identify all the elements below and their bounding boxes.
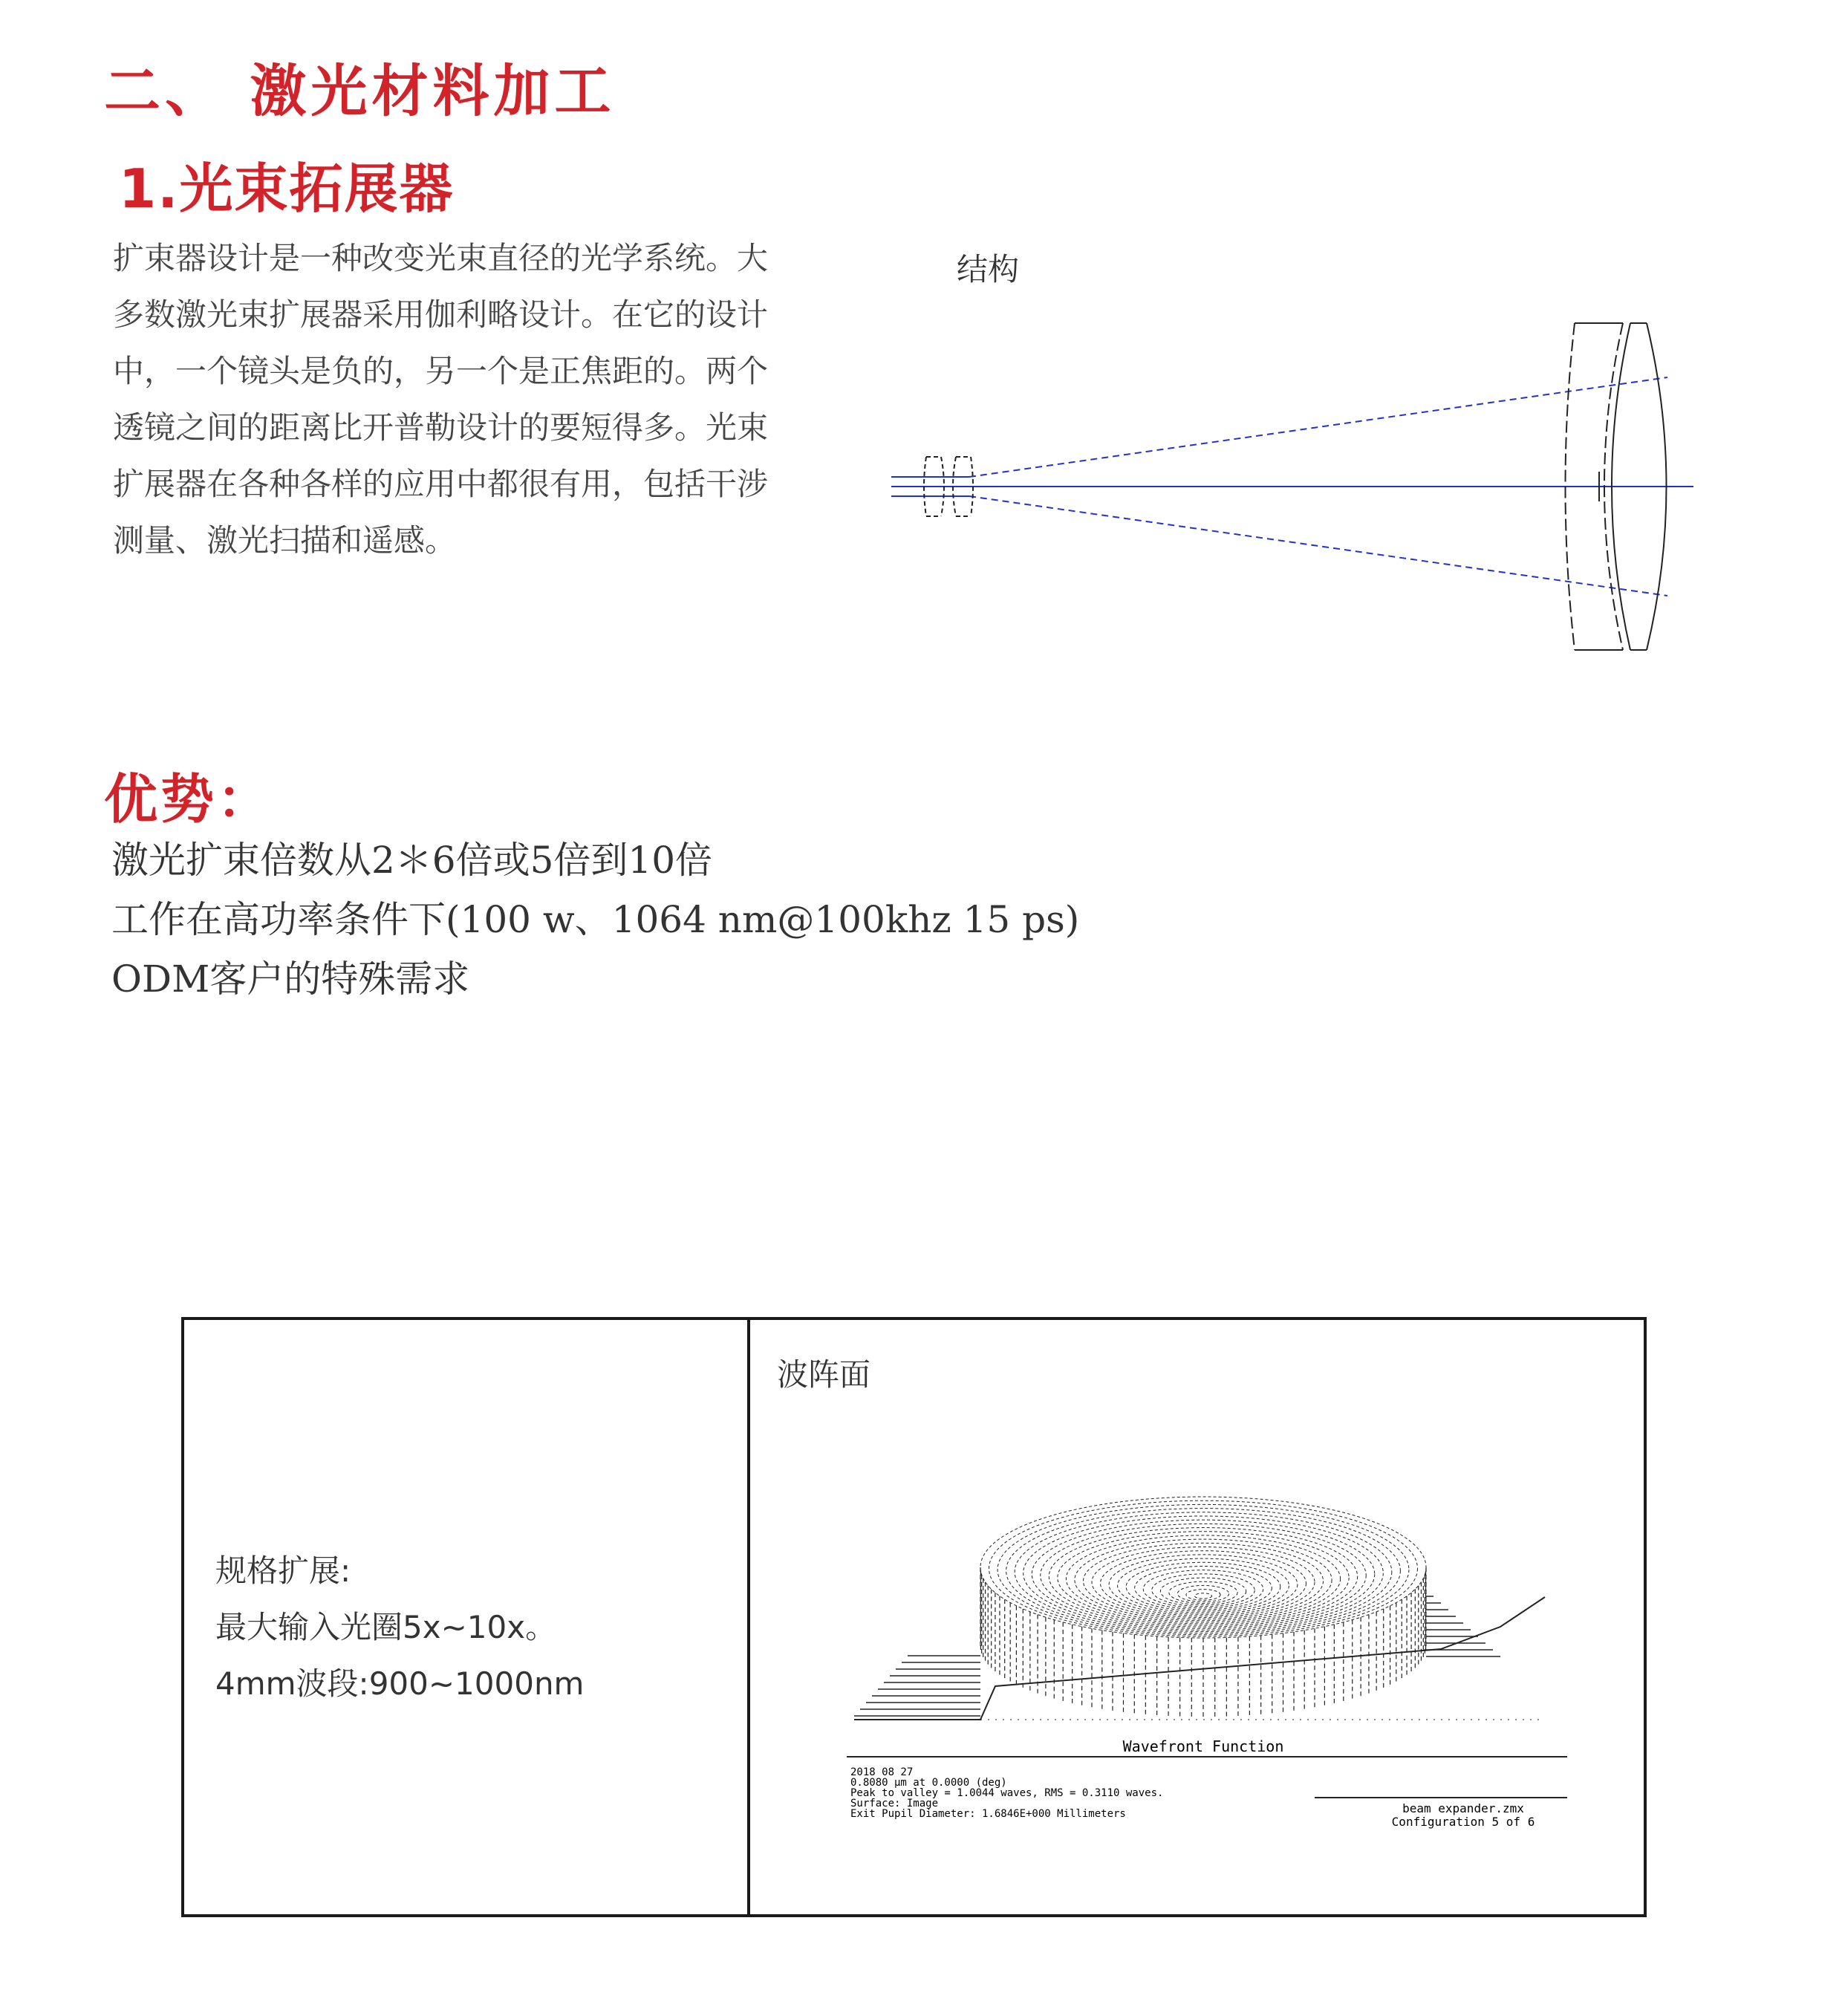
marginal-ray-lower: [969, 496, 1667, 596]
spec-aperture: 最大输入光圈5x~10x。: [215, 1609, 557, 1645]
wavefront-label: 波阵面: [777, 1356, 871, 1393]
wavefront-info-line: 0.8080 µm at 0.0000 (deg): [850, 1777, 1007, 1789]
spec-title: 规格扩展:: [215, 1552, 351, 1589]
intro-line: 中，一个镜头是负的，另一个是正焦距的。两个: [113, 353, 769, 389]
advantages-title: 优势：: [104, 768, 274, 830]
advantage-item: 激光扩束倍数从2＊6倍或5倍到10倍: [111, 839, 713, 882]
marginal-ray-upper: [969, 377, 1667, 477]
wavefront-info-line: Peak to valley = 1.0044 waves, RMS = 0.3110 waves.: [850, 1787, 1164, 1799]
intro-line: 扩束器设计是一种改变光束直径的光学系统。大: [113, 240, 769, 276]
intro-line: 扩展器在各种各样的应用中都很有用，包括干涉: [113, 466, 769, 502]
advantage-item: 工作在高功率条件下(100 w、1064 nm@100khz 15 ps): [111, 898, 1080, 941]
wavefront-configuration: Configuration 5 of 6: [1391, 1815, 1535, 1829]
wavefront-file-name: beam expander.zmx: [1402, 1801, 1524, 1815]
wavefront-info-line: 2018 08 27: [850, 1766, 914, 1778]
spec-wavelength-band: 4mm波段:900~1000nm: [215, 1665, 585, 1702]
structure-label: 结构: [957, 251, 1020, 287]
wavefront-surface-mesh: [854, 1497, 1545, 1720]
wavefront-info-line: Surface: Image: [850, 1798, 939, 1809]
intro-line: 透镜之间的距离比开普勒设计的要短得多。光束: [113, 409, 769, 446]
beam-expander-layout-diagram: [888, 312, 1705, 661]
subsection-title: 1.光束拓展器: [119, 157, 455, 220]
wavefront-plot-title: Wavefront Function: [1122, 1737, 1284, 1755]
section-title: 二、 激光材料加工: [104, 58, 616, 124]
intro-line: 多数激光束扩展器采用伽利略设计。在它的设计: [113, 296, 769, 333]
intro-line: 测量、激光扫描和遥感。: [113, 522, 457, 559]
spec-table-divider: [747, 1317, 750, 1917]
wavefront-info-line: Exit Pupil Diameter: 1.6846E+000 Millimeters: [850, 1808, 1126, 1820]
intro-paragraph: [113, 230, 819, 569]
advantage-item: ODM客户的特殊需求: [111, 957, 470, 1001]
wavefront-plot: [832, 1471, 1597, 1864]
